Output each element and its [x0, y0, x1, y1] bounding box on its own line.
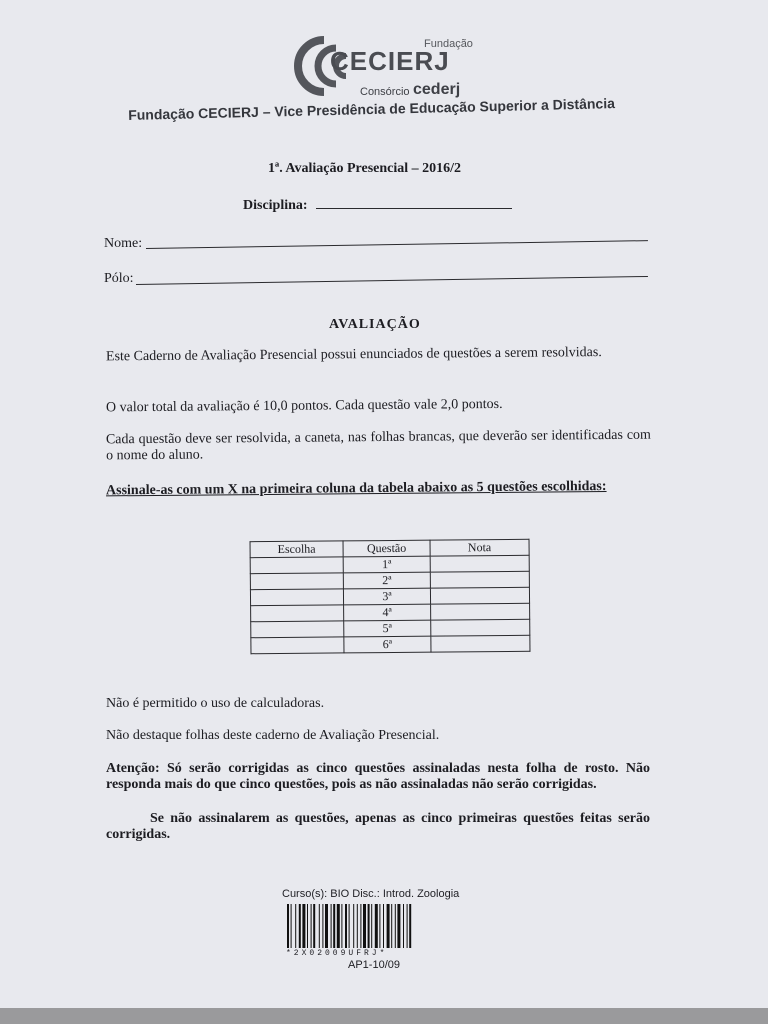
grade-cell — [430, 571, 529, 588]
table-header: Nota — [430, 539, 529, 556]
pole-label: Pólo: — [104, 271, 134, 286]
choice-cell[interactable] — [251, 637, 344, 654]
question-cell: 4ª — [344, 604, 431, 621]
question-cell: 3ª — [343, 588, 430, 605]
attention-paragraph-2: Se não assinalarem as questões, apenas as cinco primeiras questões feitas serão corrigidas. — [106, 811, 650, 842]
table-row — [251, 635, 530, 653]
question-selection-table — [250, 539, 531, 654]
question-cell: 2ª — [343, 572, 430, 589]
instruction-paragraph-1: Este Caderno de Avaliação Presencial possui enunciados de questões a serem resolvidas. — [105, 345, 602, 365]
instruction-paragraph-3: Cada questão deve ser resolvida, a caneta, nas folhas brancas, que deverão ser identificadas com o nome do aluno. — [105, 427, 651, 464]
instruction-paragraph-6: Não destaque folhas deste caderno de Avaliação Presencial. — [106, 728, 440, 743]
course-label: Curso(s): BIO Disc.: Introd. Zoologia — [282, 888, 460, 900]
question-cell: 1ª — [343, 556, 430, 573]
logo-cederj-text: cederj — [413, 81, 461, 98]
grade-cell — [431, 603, 530, 620]
table-header: Escolha — [250, 541, 343, 558]
name-label: Nome: — [104, 236, 143, 251]
barcode-digits: *2X02009UFRJ* — [286, 949, 388, 958]
instruction-paragraph-4: Assinale-as com um X na primeira coluna da tabela abaixo as 5 questões escolhidas: — [105, 479, 607, 499]
exam-title: 1ª. Avaliação Presencial – 2016/2 — [268, 161, 462, 176]
choice-cell[interactable] — [251, 605, 344, 622]
question-cell: 5ª — [344, 620, 431, 637]
question-cell: 6ª — [344, 636, 431, 653]
logo-consorcio-text: Consórcio — [360, 86, 410, 98]
choice-cell[interactable] — [250, 557, 343, 574]
logo-name: CECIERJ — [330, 46, 450, 76]
instruction-paragraph-2: O valor total da avaliação é 10,0 pontos. Cada questão vale 2,0 pontos. — [105, 396, 503, 416]
organization-line: Fundação CECIERJ – Vice Presidência de Educação Superior a Distância — [128, 95, 616, 123]
grade-cell — [430, 555, 529, 572]
attention-paragraph: Atenção: Só serão corrigidas as cinco questões assinaladas nesta folha de rosto. Não responda mais do que cinco questões, pois as não assinaladas não serão corrigidas. — [106, 761, 650, 792]
choice-cell[interactable] — [250, 573, 343, 590]
name-field[interactable] — [146, 228, 648, 249]
choice-cell[interactable] — [251, 621, 344, 638]
barcode-icon — [287, 904, 483, 948]
section-title: AVALIAÇÃO — [329, 317, 421, 332]
discipline-field[interactable] — [316, 208, 512, 209]
logo-fundacao-text: Fundação — [424, 38, 473, 50]
table-header-row — [250, 539, 529, 557]
grade-cell — [430, 587, 529, 604]
instruction-paragraph-5: Não é permitido o uso de calculadoras. — [106, 696, 325, 711]
table-header: Questão — [343, 540, 430, 557]
document-code: AP1-10/09 — [348, 959, 400, 971]
grade-cell — [431, 619, 530, 636]
pole-field[interactable] — [136, 264, 648, 285]
grade-cell — [431, 635, 530, 652]
choice-cell[interactable] — [250, 589, 343, 606]
discipline-label: Disciplina: — [243, 198, 308, 213]
